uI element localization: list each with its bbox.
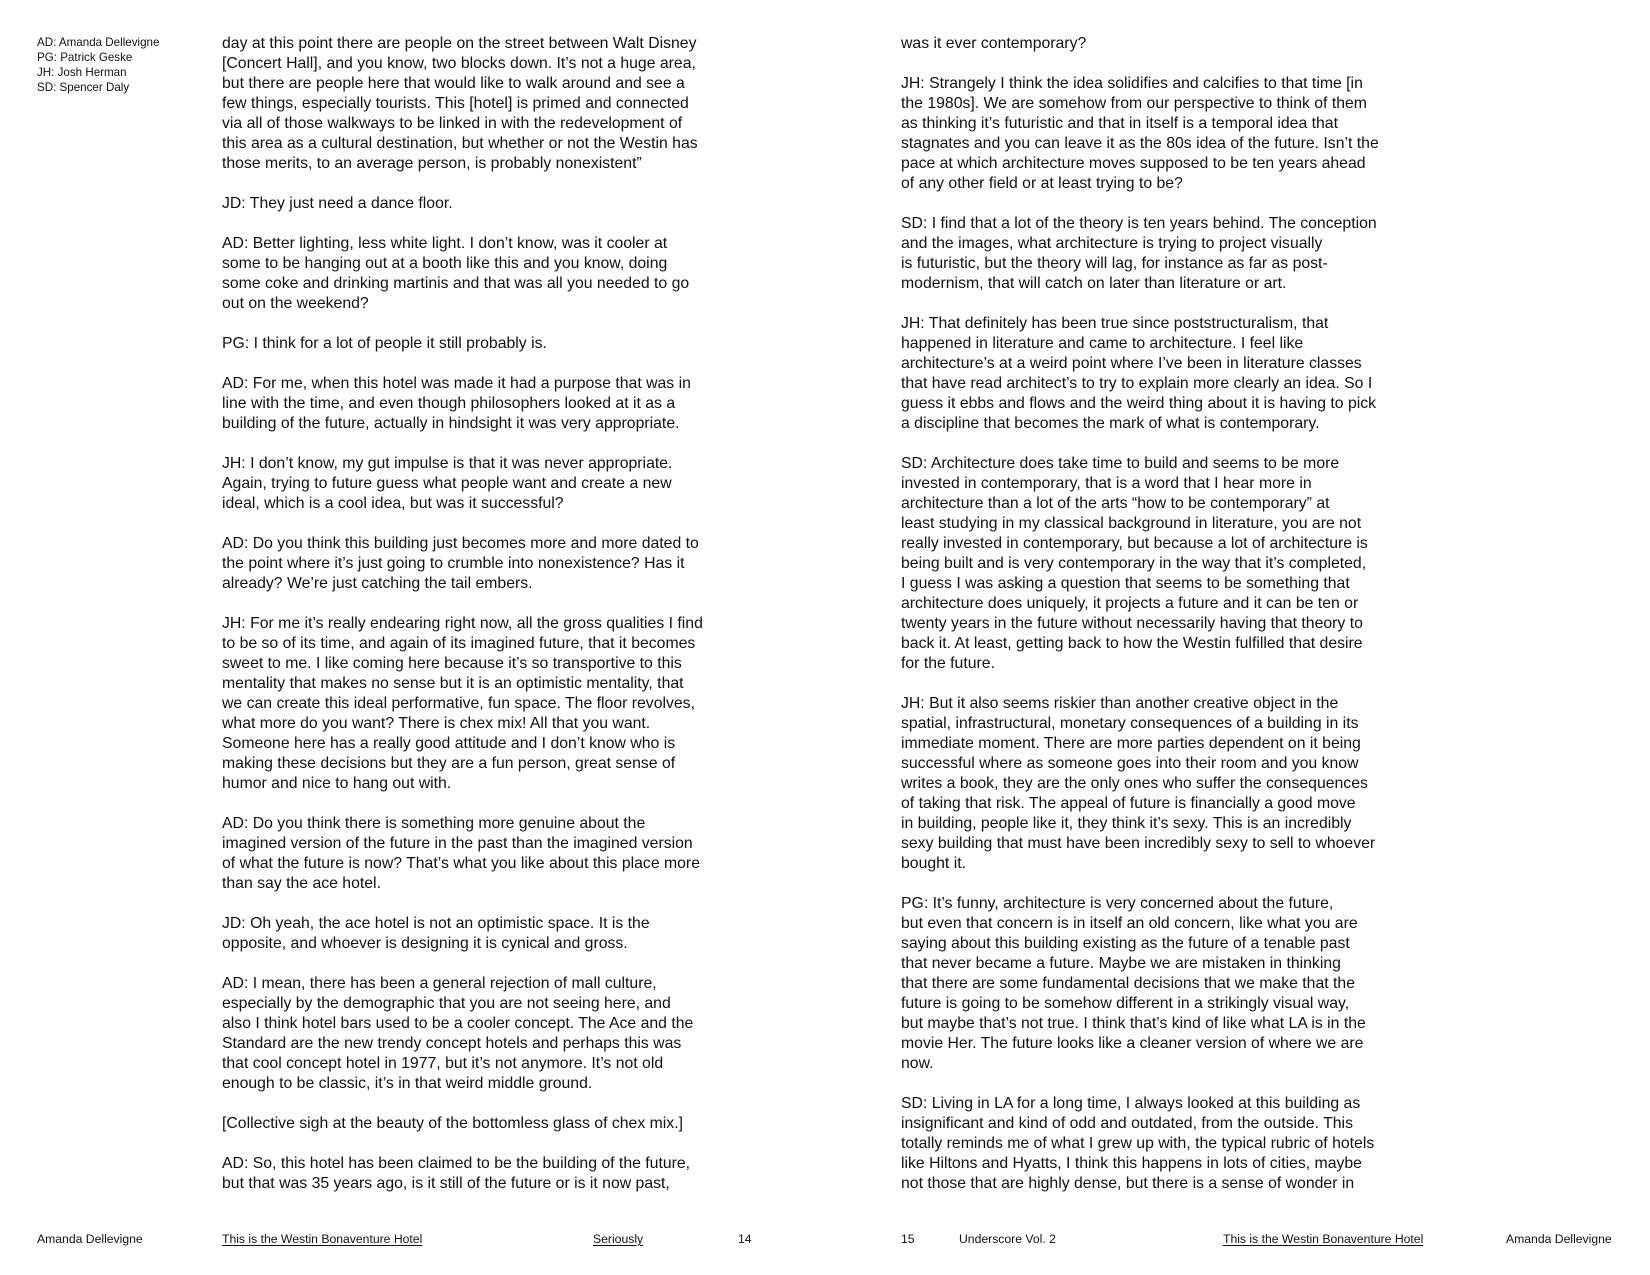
footer-right-author: Amanda Dellevigne [1506,1232,1612,1246]
text-line: architecture does uniquely, it projects a future and it can be ten or [901,595,1359,612]
text-line: JD: They just need a dance floor. [222,195,453,212]
text-line: those merits, to an average person, is probably nonexistent” [222,155,642,172]
text-line: JH: I don’t know, my gut impulse is that it was never appropriate. [222,455,673,472]
paragraph [222,1114,762,1134]
footer-right-title: This is the Westin Bonaventure Hotel [1223,1232,1424,1246]
text-line: insignificant and kind of odd and outdated, from the outside. This [901,1115,1353,1132]
text-line: that there are some fundamental decisions that we make that the [901,975,1355,992]
text-line: now. [901,1055,934,1072]
text-line: AD: So, this hotel has been claimed to be the building of the future, [222,1155,691,1172]
paragraph [222,34,762,174]
text-line: imagined version of the future in the past than the imagined version [222,835,693,852]
text-line: not those that are highly dense, but there is a sense of wonder in [901,1175,1355,1192]
paragraph [222,334,762,354]
text-line: least studying in my classical background in literature, you are not [901,515,1362,532]
paragraph [222,454,762,514]
footer-right-publication: Underscore Vol. 2 [959,1232,1056,1246]
text-line: bought it. [901,855,966,872]
paragraph [222,374,762,434]
text-line: JH: For me it’s really endearing right now, all the gross qualities I find [222,615,703,632]
paragraph [222,814,762,894]
text-line: that have read architect’s to try to explain more clearly an idea. So I [901,375,1373,392]
text-line: ideal, which is a cool idea, but was it successful? [222,495,564,512]
footer-left-section: Seriously [593,1232,644,1246]
paragraph [901,454,1441,674]
footer-left-author: Amanda Dellevigne [37,1232,143,1246]
text-line: day at this point there are people on the street between Walt Disney [222,35,697,52]
text-line: happened in literature and came to architecture. I feel like [901,335,1304,352]
text-line: architecture’s at a weird point where I’ve been in literature classes [901,355,1362,372]
paragraph [222,914,762,954]
paragraph [901,1094,1441,1194]
text-line: than say the ace hotel. [222,875,381,892]
paragraph [222,234,762,314]
text-line: immediate moment. There are more parties dependent on it being [901,735,1361,752]
text-line: sexy building that must have been incredibly sexy to sell to whoever [901,835,1376,852]
text-line: like Hiltons and Hyatts, I think this happens in lots of cities, maybe [901,1155,1362,1172]
paragraph [222,1154,762,1194]
paragraph [222,194,762,214]
text-line: that never became a future. Maybe we are mistaken in thinking [901,955,1341,972]
text-line: line with the time, and even though philosophers looked at it as a [222,395,676,412]
text-line: some to be hanging out at a booth like this and you know, doing [222,255,668,272]
text-line: of any other field or at least trying to be? [901,175,1183,192]
text-line: pace at which architecture moves supposed to be ten years ahead [901,155,1366,172]
paragraph [222,614,762,794]
text-line: SD: Architecture does take time to build and seems to be more [901,455,1340,472]
text-line: in building, people like it, they think it’s sexy. This is an incredibly [901,815,1352,832]
text-line: [Collective sigh at the beauty of the bottomless glass of chex mix.] [222,1115,683,1132]
text-line: AD: Do you think this building just becomes more and more dated to [222,535,699,552]
text-line: building of the future, actually in hindsight it was very appropriate. [222,415,680,432]
footer-left-title: This is the Westin Bonaventure Hotel [222,1232,423,1246]
text-line: via all of those walkways to be linked in with the redevelopment of [222,115,683,132]
text-line: for the future. [901,655,995,672]
text-line: SD: I find that a lot of the theory is ten years behind. The conception [901,215,1377,232]
speaker-key-item: PG: Patrick Geske [37,51,133,64]
text-line: also I think hotel bars used to be a cooler concept. The Ace and the [222,1015,694,1032]
text-line: some coke and drinking martinis and that was all you needed to go [222,275,690,292]
text-line: stagnates and you can leave it as the 80s idea of the future. Isn’t the [901,135,1379,152]
text-line: [Concert Hall], and you know, two blocks down. It’s not a huge area, [222,55,696,72]
text-line: successful where as someone goes into their room and you know [901,755,1359,772]
text-line: the 1980s]. We are somehow from our perspective to think of them [901,95,1367,112]
text-line: invested in contemporary, that is a word that I hear more in [901,475,1312,492]
text-line: humor and nice to hang out with. [222,775,452,792]
text-line: a discipline that becomes the mark of what is contemporary. [901,415,1320,432]
text-line: this area as a cultural destination, but whether or not the Westin has [222,135,698,152]
text-line: PG: I think for a lot of people it still probably is. [222,335,547,352]
text-line: the point where it’s just going to crumble into nonexistence? Has it [222,555,685,572]
text-line: we can create this ideal performative, fun space. The floor revolves, [222,695,695,712]
paragraph [901,314,1441,434]
text-line: was it ever contemporary? [901,35,1087,52]
text-line: what more do you want? There is chex mix! All that you want. [222,715,651,732]
text-line: back it. At least, getting back to how the Westin fulfilled that desire [901,635,1363,652]
text-line: AD: I mean, there has been a general rejection of mall culture, [222,975,657,992]
text-line: Standard are the new trendy concept hotels and perhaps this was [222,1035,682,1052]
text-line: modernism, that will catch on later than literature or art. [901,275,1287,292]
paragraph [901,34,1441,54]
text-line: as thinking it’s futuristic and that in itself is a temporal idea that [901,115,1338,132]
speaker-key-item: AD: Amanda Dellevigne [37,36,160,49]
text-line: and the images, what architecture is trying to project visually [901,235,1323,252]
text-line: already? We’re just catching the tail embers. [222,575,533,592]
text-line: but that was 35 years ago, is it still of the future or is it now past, [222,1175,670,1192]
text-line: Someone here has a really good attitude and I don’t know who is [222,735,676,752]
paragraph [901,214,1441,294]
text-line: JD: Oh yeah, the ace hotel is not an optimistic space. It is the [222,915,650,932]
page-number-right: 15 [901,1232,915,1246]
text-line: JH: Strangely I think the idea solidifies and calcifies to that time [in [901,75,1363,92]
text-line: AD: Do you think there is something more genuine about the [222,815,646,832]
text-line: of taking that risk. The appeal of future is financially a good move [901,795,1356,812]
text-line: SD: Living in LA for a long time, I always looked at this building as [901,1095,1361,1112]
text-line: movie Her. The future looks like a cleaner version of where we are [901,1035,1364,1052]
paragraph [901,694,1441,874]
text-line: PG: It’s funny, architecture is very concerned about the future, [901,895,1334,912]
text-line: JH: That definitely has been true since poststructuralism, that [901,315,1329,332]
speaker-key-item: JH: Josh Herman [37,66,127,79]
text-line: opposite, and whoever is designing it is cynical and gross. [222,935,628,952]
text-line: out on the weekend? [222,295,369,312]
paragraph [222,974,762,1094]
paragraph [222,534,762,594]
text-line: architecture than a lot of the arts “how to be contemporary” at [901,495,1330,512]
paragraph [901,894,1441,1074]
text-line: being built and is very contemporary in the way that it’s completed, [901,555,1367,572]
left-page-body [222,34,762,1214]
text-line: really invested in contemporary, but because a lot of architecture is [901,535,1368,552]
text-line: few things, especially tourists. This [hotel] is primed and connected [222,95,689,112]
text-line: totally reminds me of what I grew up with, the typical rubric of hotels [901,1135,1375,1152]
text-line: AD: For me, when this hotel was made it had a purpose that was in [222,375,691,392]
paragraph [901,74,1441,194]
text-line: that cool concept hotel in 1977, but it’s not anymore. It’s not old [222,1055,664,1072]
text-line: sweet to me. I like coming here because it’s so transportive to this [222,655,682,672]
text-line: writes a book, they are the only ones who suffer the consequences [901,775,1368,792]
right-page-body [901,34,1441,1214]
text-line: to be so of its time, and again of its imagined future, that it becomes [222,635,696,652]
text-line: spatial, infrastructural, monetary consequences of a building in its [901,715,1359,732]
text-line: but even that concern is in itself an old concern, like what you are [901,915,1358,932]
text-line: guess it ebbs and flows and the weird thing about it is having to pick [901,395,1377,412]
text-line: is futuristic, but the theory will lag, for instance as far as post- [901,255,1328,272]
page-number-left: 14 [738,1232,752,1246]
speaker-key-item: SD: Spencer Daly [37,81,130,94]
text-line: future is going to be somehow different in a strikingly visual way, [901,995,1350,1012]
text-line: AD: Better lighting, less white light. I don’t know, was it cooler at [222,235,668,252]
text-line: of what the future is now? That’s what you like about this place more [222,855,700,872]
text-line: I guess I was asking a question that seems to be something that [901,575,1350,592]
text-line: but there are people here that would like to walk around and see a [222,75,685,92]
text-line: enough to be classic, it’s in that weird middle ground. [222,1075,593,1092]
text-line: saying about this building existing as the future of a tenable past [901,935,1350,952]
text-line: making these decisions but they are a fun person, great sense of [222,755,676,772]
text-line: twenty years in the future without necessarily having that theory to [901,615,1363,632]
text-line: mentality that makes no sense but it is an optimistic mentality, that [222,675,684,692]
speaker-key [37,35,207,95]
text-line: JH: But it also seems riskier than another creative object in the [901,695,1339,712]
text-line: especially by the demographic that you are not seeing here, and [222,995,671,1012]
text-line: but maybe that’s not true. I think that’s kind of like what LA is in the [901,1015,1366,1032]
text-line: Again, trying to future guess what people want and create a new [222,475,672,492]
